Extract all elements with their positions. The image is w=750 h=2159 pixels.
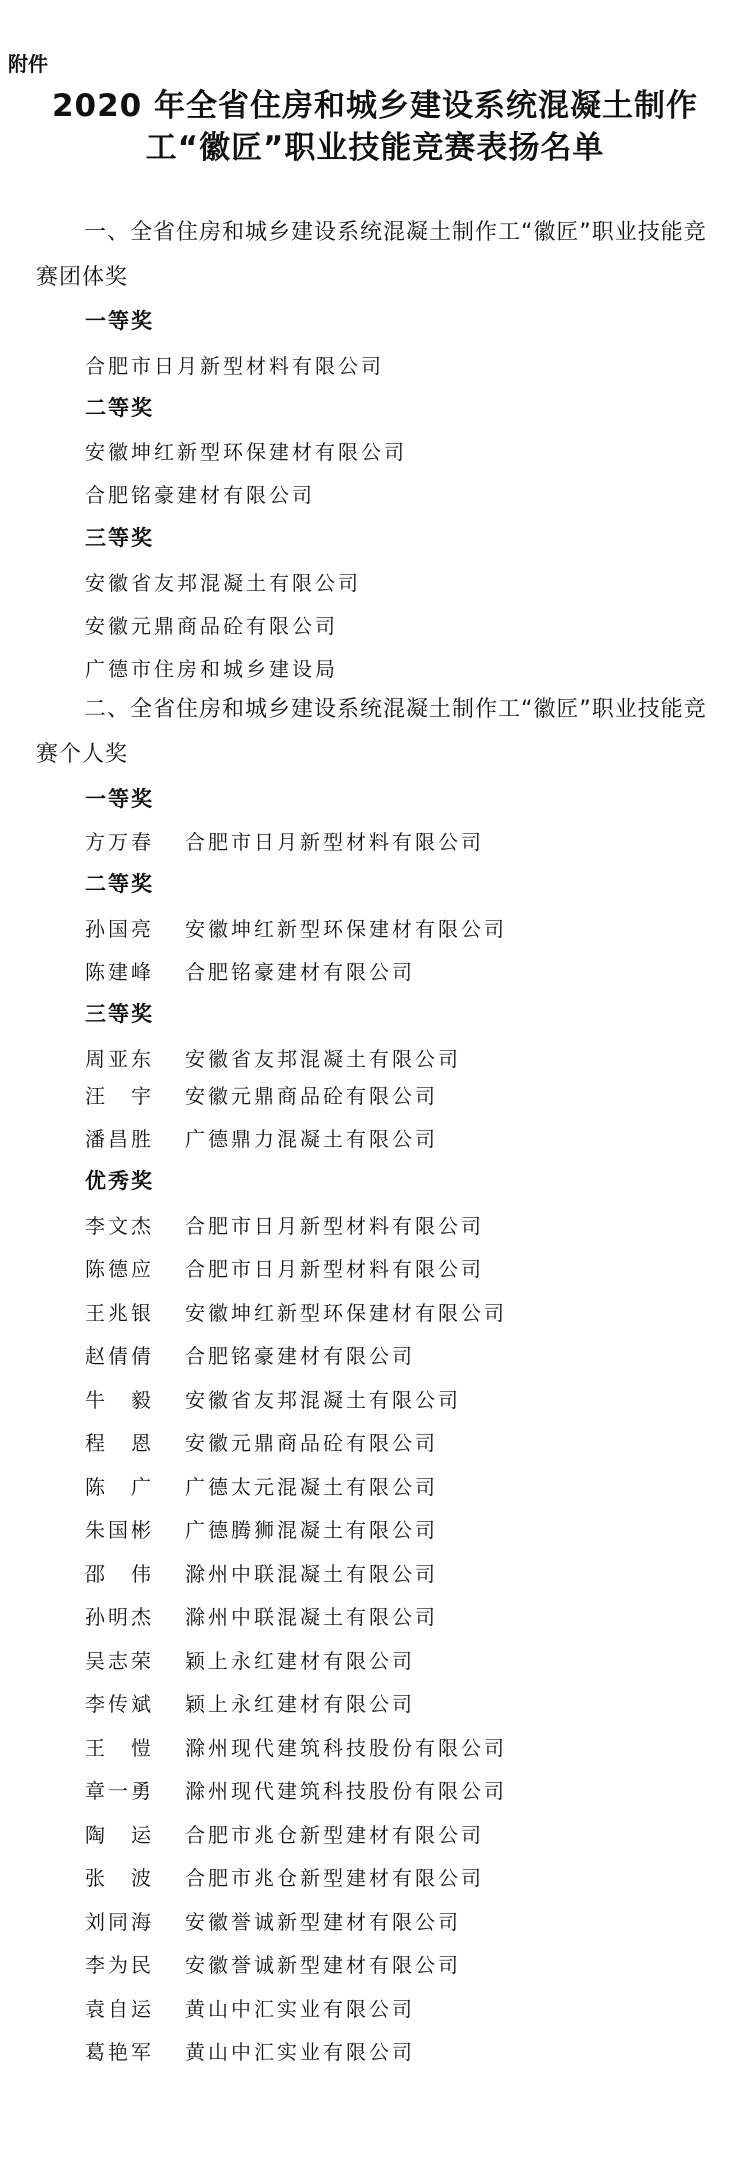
winner-name: 潘昌胜: [85, 1127, 154, 1151]
award-entry: [85, 1601, 438, 1630]
team-first-prize-org: 合肥市日月新型材料有限公司: [85, 354, 384, 378]
award-entry: [85, 1949, 461, 1978]
winner-org: 滁州现代建筑科技股份有限公司: [185, 1779, 507, 1803]
winner-org: 合肥铭豪建材有限公司: [185, 1344, 415, 1368]
winner-org: 安徽省友邦混凝土有限公司: [185, 1047, 461, 1071]
winner-org: 安徽誉诚新型建材有限公司: [185, 1953, 461, 1977]
award-entry: [85, 1993, 415, 2022]
award-entry: [85, 956, 415, 985]
winner-org: 安徽坤红新型环保建材有限公司: [185, 917, 507, 941]
award-entry: [85, 913, 507, 942]
winner-name: 章一勇: [85, 1779, 154, 1803]
winner-name: 葛艳军: [85, 2040, 154, 2064]
individual-second-prize-label: 二等奖: [85, 872, 154, 896]
award-entry: [85, 1558, 438, 1587]
award-entry: [85, 826, 484, 855]
individual-awards-heading: 二、全省住房和城乡建设系统混凝土制作工“徽匠”职业技能竞赛个人奖: [36, 697, 707, 767]
award-entry: [85, 1427, 438, 1456]
winner-org: 颖上永红建材有限公司: [185, 1649, 415, 1673]
winner-org: 安徽誉诚新型建材有限公司: [185, 1910, 461, 1934]
award-entry: [85, 1210, 484, 1239]
award-entry: [85, 1906, 461, 1935]
winner-name: 李为民: [85, 1953, 154, 1977]
award-entry: [85, 1862, 484, 1891]
award-entry: [85, 1688, 415, 1717]
winner-org: 合肥市日月新型材料有限公司: [185, 830, 484, 854]
team-third-prize-label: 三等奖: [85, 526, 154, 550]
team-awards-heading: 一、全省住房和城乡建设系统混凝土制作工“徽匠”职业技能竞赛团体奖: [36, 220, 707, 290]
award-entry: [85, 1471, 438, 1500]
winner-name: 王兆银: [85, 1301, 154, 1325]
award-entry: [85, 1253, 484, 1282]
winner-name: 王 愷: [85, 1736, 154, 1760]
winner-org: 滁州现代建筑科技股份有限公司: [185, 1736, 507, 1760]
award-entry: [85, 1775, 507, 1804]
team-third-prize-org: 广德市住房和城乡建设局: [85, 657, 338, 681]
winner-name: 陈德应: [85, 1257, 154, 1281]
winner-name: 赵倩倩: [85, 1344, 154, 1368]
award-entry: [85, 2036, 415, 2065]
winner-name: 邵 伟: [85, 1562, 154, 1586]
winner-org: 广德腾狮混凝土有限公司: [185, 1518, 438, 1542]
winner-org: 黄山中汇实业有限公司: [185, 2040, 415, 2064]
winner-name: 李传斌: [85, 1692, 154, 1716]
winner-org: 合肥市日月新型材料有限公司: [185, 1257, 484, 1281]
award-entry: [85, 1340, 415, 1369]
winner-name: 牛 毅: [85, 1388, 154, 1412]
winner-name: 朱国彬: [85, 1518, 154, 1542]
winner-org: 安徽省友邦混凝土有限公司: [185, 1388, 461, 1412]
winner-org: 滁州中联混凝土有限公司: [185, 1605, 438, 1629]
award-entry: [85, 1123, 438, 1152]
team-third-prize-org: 安徽元鼎商品砼有限公司: [85, 614, 338, 638]
attachment-label: 附件: [8, 52, 48, 76]
award-entry: [85, 1043, 461, 1072]
individual-excellent-prize-label: 优秀奖: [85, 1169, 154, 1193]
individual-first-prize-label: 一等奖: [85, 787, 154, 811]
winner-name: 李文杰: [85, 1214, 154, 1238]
team-third-prize-org: 安徽省友邦混凝土有限公司: [85, 571, 361, 595]
winner-org: 安徽坤红新型环保建材有限公司: [185, 1301, 507, 1325]
winner-name: 张 波: [85, 1866, 154, 1890]
award-entry: [85, 1645, 415, 1674]
winner-org: 安徽元鼎商品砼有限公司: [185, 1084, 438, 1108]
individual-third-prize-label: 三等奖: [85, 1002, 154, 1026]
award-entry: [85, 1080, 438, 1109]
award-entry: [85, 1297, 507, 1326]
winner-org: 合肥铭豪建材有限公司: [185, 960, 415, 984]
winner-org: 合肥市兆仓新型建材有限公司: [185, 1823, 484, 1847]
winner-name: 汪 宇: [85, 1084, 154, 1108]
winner-org: 安徽元鼎商品砼有限公司: [185, 1431, 438, 1455]
winner-name: 陈建峰: [85, 960, 154, 984]
winner-name: 吴志荣: [85, 1649, 154, 1673]
winner-name: 刘同海: [85, 1910, 154, 1934]
team-first-prize-label: 一等奖: [85, 309, 154, 333]
winner-org: 合肥市兆仓新型建材有限公司: [185, 1866, 484, 1890]
winner-name: 袁自运: [85, 1997, 154, 2021]
winner-org: 合肥市日月新型材料有限公司: [185, 1214, 484, 1238]
award-entry: [85, 1384, 461, 1413]
winner-name: 陈 广: [85, 1475, 154, 1499]
winner-org: 颖上永红建材有限公司: [185, 1692, 415, 1716]
team-second-prize-org: 安徽坤红新型环保建材有限公司: [85, 440, 407, 464]
team-second-prize-org: 合肥铭豪建材有限公司: [85, 483, 315, 507]
winner-org: 广德太元混凝土有限公司: [185, 1475, 438, 1499]
team-second-prize-label: 二等奖: [85, 396, 154, 420]
title-line-1: 2020 年全省住房和城乡建设系统混凝土制作: [51, 88, 699, 124]
winner-name: 孙明杰: [85, 1605, 154, 1629]
winner-name: 方万春: [85, 830, 154, 854]
winner-name: 程 恩: [85, 1431, 154, 1455]
award-entry: [85, 1732, 507, 1761]
winner-name: 陶 运: [85, 1823, 154, 1847]
winner-name: 孙国亮: [85, 917, 154, 941]
winner-org: 滁州中联混凝土有限公司: [185, 1562, 438, 1586]
award-entry: [85, 1514, 438, 1543]
award-entry: [85, 1819, 484, 1848]
winner-name: 周亚东: [85, 1047, 154, 1071]
winner-org: 广德鼎力混凝土有限公司: [185, 1127, 438, 1151]
title-line-2: 工“徽匠”职业技能竞赛表扬名单: [145, 130, 605, 166]
winner-org: 黄山中汇实业有限公司: [185, 1997, 415, 2021]
